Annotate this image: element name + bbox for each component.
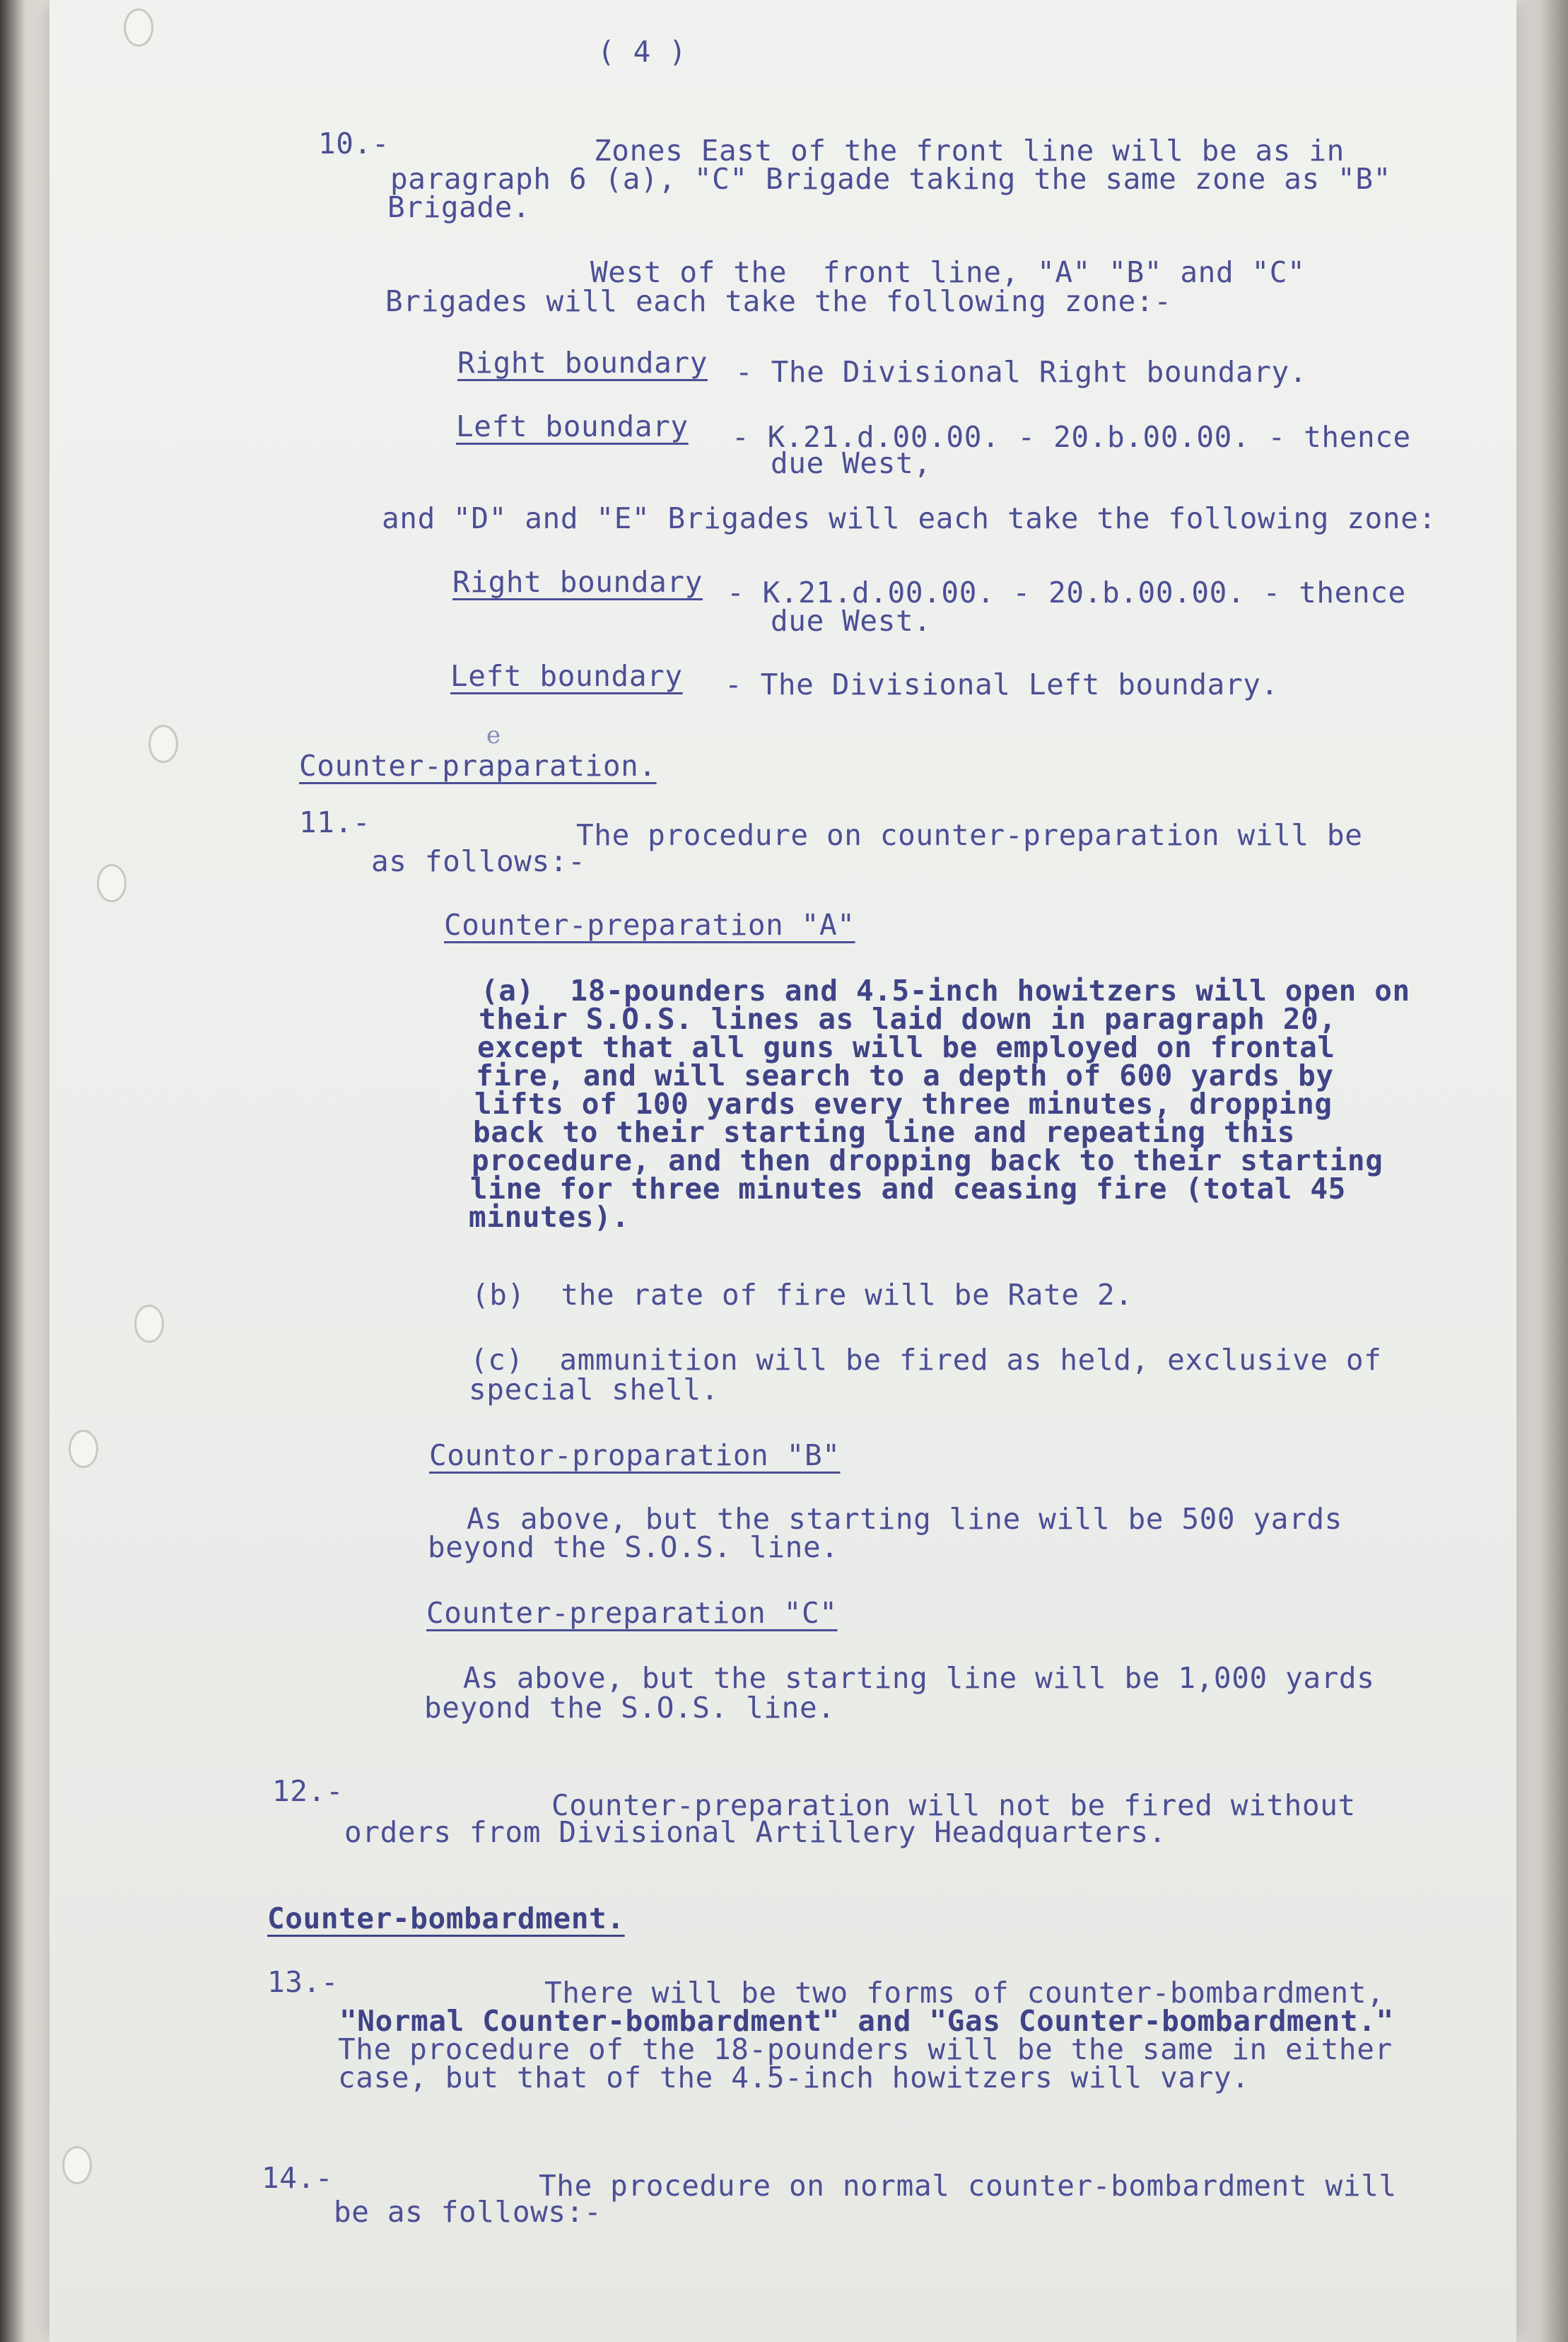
zone-left-boundary-value-cont: due West, <box>771 446 932 480</box>
para-number: 13.- <box>267 1965 339 1999</box>
para-number: 14.- <box>262 2161 334 2195</box>
zone-left-boundary-label: Left boundary <box>456 409 689 443</box>
zone-right-boundary-label: Right boundary <box>452 565 703 599</box>
punch-hole <box>69 1430 98 1468</box>
text-line: minutes). <box>469 1200 630 1234</box>
handwritten-correction: e <box>486 721 501 750</box>
text-line: be as follows:- <box>334 2195 602 2229</box>
punch-hole <box>97 864 127 902</box>
zone-left-boundary-value: - The Divisional Left boundary. <box>725 668 1279 701</box>
punch-hole <box>134 1305 164 1343</box>
text-line: Counter-preparation will not be fired without <box>551 1788 1356 1822</box>
zone-right-boundary-value: - The Divisional Right boundary. <box>735 355 1308 389</box>
text-line: The procedure on counter-preparation will be <box>576 818 1363 852</box>
para-number: 11.- <box>299 805 371 839</box>
zone-right-boundary-value-cont: due West. <box>771 604 932 638</box>
text-line: beyond the S.O.S. line. <box>424 1691 836 1725</box>
section-heading: Counter-praparation. <box>299 749 657 783</box>
text-line: beyond the S.O.S. line. <box>428 1530 839 1564</box>
section-heading: Counter-bombardment. <box>267 1901 625 1935</box>
text-line: as follows:- <box>371 844 586 878</box>
text-line: paragraph 6 (a), "C" Brigade taking the same zone as "B" <box>390 162 1391 196</box>
text-line: orders from Divisional Artillery Headquarters. <box>344 1815 1167 1849</box>
text-line: The procedure on normal counter-bombardment will <box>539 2169 1397 2203</box>
text-line: fire, and will search to a depth of 600 yards by <box>476 1059 1334 1093</box>
subsection-heading: Counter-preparation "C" <box>426 1596 838 1630</box>
zone-left-boundary-value: - K.21.d.00.00. - 20.b.00.00. - thence <box>732 420 1411 454</box>
text-line: The procedure of the 18-pounders will be the same in either <box>338 2032 1393 2066</box>
text-line: Brigades will each take the following zone:- <box>385 284 1172 318</box>
text-line: procedure, and then dropping back to their starting <box>472 1143 1383 1177</box>
text-line: (c) ammunition will be fired as held, exclusive of <box>470 1343 1382 1377</box>
text-line: Brigade. <box>387 190 531 224</box>
text-line: "Normal Counter-bombardment" and "Gas Counter-bombardment." <box>339 2004 1394 2038</box>
text-line: (b) the rate of fire will be Rate 2. <box>472 1278 1133 1312</box>
subsection-heading: Counter-preparation "A" <box>444 908 855 942</box>
text-line: lifts of 100 yards every three minutes, dropping <box>474 1087 1333 1121</box>
page-number: ( 4 ) <box>597 35 687 69</box>
zone-right-boundary-value: - K.21.d.00.00. - 20.b.00.00. - thence <box>727 576 1406 610</box>
zone-right-boundary-label: Right boundary <box>457 346 708 380</box>
punch-hole <box>124 8 153 47</box>
text-line: except that all guns will be employed on frontal <box>477 1030 1335 1064</box>
text-line: (a) 18-pounders and 4.5-inch howitzers will open on <box>481 974 1410 1008</box>
stacked-pages-edge <box>1511 0 1568 2342</box>
subsection-heading: Countor-proparation "B" <box>429 1438 841 1472</box>
punch-hole <box>62 2146 92 2184</box>
text-line: line for three minutes and ceasing fire (total 45 <box>470 1172 1346 1206</box>
text-line: There will be two forms of counter-bombardment, <box>544 1976 1385 2010</box>
para-number: 10.- <box>318 127 390 161</box>
text-line: West of the front line, "A" "B" and "C" <box>590 255 1306 289</box>
punch-hole <box>148 725 178 763</box>
text-line: special shell. <box>469 1373 719 1406</box>
text-line: As above, but the starting line will be 1,000 yards <box>463 1661 1375 1695</box>
text-line: back to their starting line and repeating this <box>473 1115 1296 1149</box>
text-line: their S.O.S. lines as laid down in paragraph 20, <box>479 1002 1337 1036</box>
text-line: and "D" and "E" Brigades will each take the following zone: <box>382 501 1437 535</box>
text-line: Zones East of the front line will be as in <box>594 134 1345 168</box>
zone-left-boundary-label: Left boundary <box>450 659 683 693</box>
para-number: 12.- <box>272 1774 344 1808</box>
text-line: case, but that of the 4.5-inch howitzers will vary. <box>338 2061 1250 2095</box>
text-line: As above, but the starting line will be 500 yards <box>467 1502 1342 1536</box>
